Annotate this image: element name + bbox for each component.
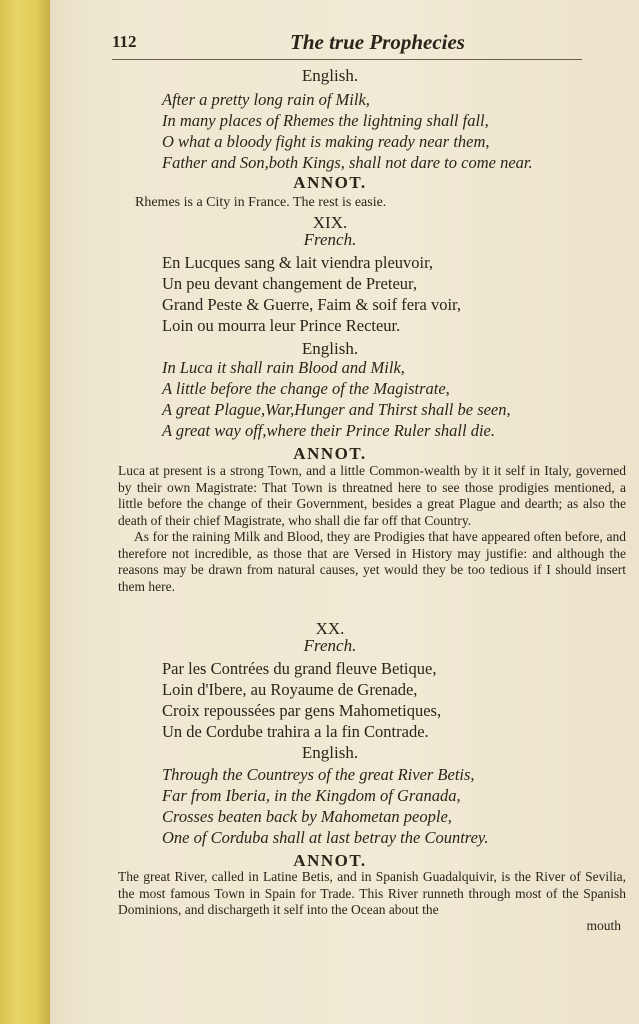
annot-paragraph: As for the raining Milk and Blood, they are Prodigies that have appeared often before, and therefore not incredible, as those that are Versed in History may justifie: and although the reasons may be drawn from natural causes, yet would they be too tedious if I should insert them here. — [118, 529, 626, 594]
s19-annot-text — [118, 463, 626, 595]
verse-line: One of Corduba shall at last betray the Countrey. — [162, 828, 489, 847]
page-header — [112, 30, 592, 60]
verse-line: In Luca it shall rain Blood and Milk, — [162, 358, 405, 377]
s18-english-heading: English. — [301, 66, 359, 85]
s18-annot-heading: ANNOT. — [293, 173, 367, 192]
verse-line: Par les Contrées du grand fleuve Betique, — [162, 659, 437, 678]
s18-english-verse — [162, 89, 632, 173]
running-title: The true Prophecies — [290, 30, 465, 54]
verse-line: A great way off,where their Prince Ruler shall die. — [162, 421, 496, 440]
verse-line: O what a bloody fight is making ready near them, — [162, 132, 490, 151]
s19-number: XIX. — [312, 213, 348, 232]
s20-annot-heading: ANNOT. — [293, 851, 367, 870]
verse-line: Father and Son,both Kings, shall not dare to come near. — [162, 153, 533, 172]
s18-annot-text: Rhemes is a City in France. The rest is easie. — [135, 195, 387, 210]
s19-annot-heading: ANNOT. — [293, 444, 367, 463]
s19-english-heading: English. — [301, 339, 359, 358]
s20-english-heading: English. — [301, 743, 359, 762]
page-gilt-edge — [0, 0, 51, 1024]
verse-line: Crosses beaten back by Mahometan people, — [162, 807, 452, 826]
s19-french-heading: French. — [303, 230, 357, 249]
s20-number: XX. — [315, 619, 345, 638]
s19-french-verse — [162, 252, 632, 336]
s20-french-verse — [162, 658, 632, 742]
s20-annot-text — [118, 869, 626, 919]
verse-line: After a pretty long rain of Milk, — [162, 90, 370, 109]
annot-paragraph: The great River, called in Latine Betis, and in Spanish Guadalquivir, is the River of Sevilia, the most famous Town in Spain for Trade. This River runneth through most of the Spanish Dominions, and dischargeth it self into the Ocean about the — [118, 869, 626, 917]
catchword: mouth — [586, 918, 621, 933]
s20-french-heading: French. — [303, 636, 357, 655]
verse-line: En Lucques sang & lait viendra pleuvoir, — [162, 253, 434, 272]
annot-paragraph: Luca at present is a strong Town, and a little Common-wealth by it it self in Italy, governed by their own Magistrate: That Town is threatned here to see those prodigies mentioned, a little before the change of their Government, besides a great Plague and dearth; as also the death of their chief Magistrate, who shall die far off that Country. — [118, 463, 626, 528]
page-number: 112 — [112, 32, 137, 51]
s20-english-verse — [162, 764, 632, 848]
verse-line: Croix repoussées par gens Mahometiques, — [162, 701, 442, 720]
verse-line: In many places of Rhemes the lightning shall fall, — [162, 111, 489, 130]
header-rule — [112, 59, 582, 60]
verse-line: Loin d'Ibere, au Royaume de Grenade, — [162, 680, 418, 699]
verse-line: Un peu devant changement de Preteur, — [162, 274, 417, 293]
verse-line: Through the Countreys of the great River Betis, — [162, 765, 475, 784]
verse-line: A little before the change of the Magistrate, — [162, 379, 450, 398]
verse-line: Loin ou mourra leur Prince Recteur. — [162, 316, 401, 335]
verse-line: Grand Peste & Guerre, Faim & soif fera voir, — [162, 295, 462, 314]
verse-line: Un de Cordube trahira a la fin Contrade. — [162, 722, 429, 741]
s19-english-verse — [162, 357, 632, 441]
verse-line: A great Plague,War,Hunger and Thirst shall be seen, — [162, 400, 511, 419]
verse-line: Far from Iberia, in the Kingdom of Granada, — [162, 786, 461, 805]
